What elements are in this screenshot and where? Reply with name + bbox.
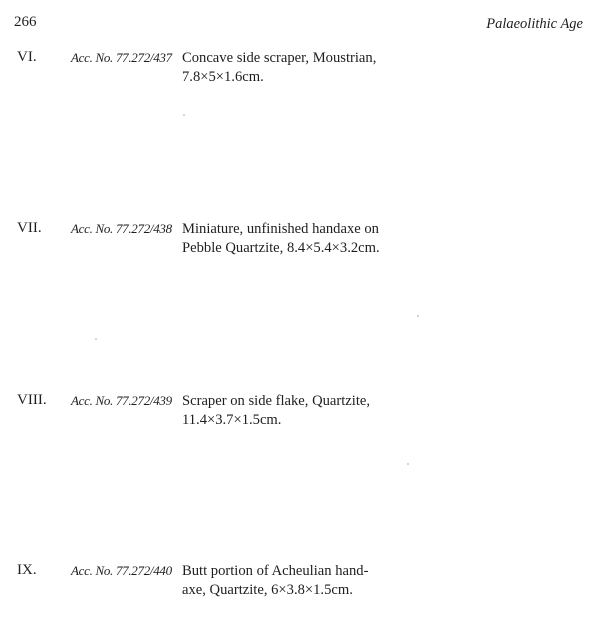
accession-number: Acc. No. 77.272/439 [71, 393, 172, 408]
entry-description [182, 49, 397, 87]
entry-numeral: IX. [17, 562, 37, 578]
entry-numeral: VIII. [17, 392, 47, 408]
description-line: Concave side scraper, Moustrian, [182, 50, 377, 66]
catalogue-entry-viii [0, 392, 600, 436]
accession-number: Acc. No. 77.272/437 [71, 50, 172, 65]
entry-numeral: VII. [17, 220, 42, 236]
description-line: Miniature, unfinished handaxe on [182, 221, 379, 237]
description-line: Pebble Quartzite, 8.4×5.4×3.2cm. [182, 240, 380, 256]
scan-speck [183, 114, 185, 116]
scan-speck [95, 338, 97, 340]
page-number: 266 [14, 14, 37, 30]
accession-number: Acc. No. 77.272/440 [71, 563, 172, 578]
description-line: Butt portion of Acheulian hand- [182, 563, 369, 579]
description-line: axe, Quartzite, 6×3.8×1.5cm. [182, 582, 353, 598]
catalogue-entry-ix [0, 562, 600, 606]
description-line: Scraper on side flake, Quartzite, [182, 393, 371, 409]
entry-description [182, 220, 397, 258]
entry-description [182, 562, 397, 600]
accession-number: Acc. No. 77.272/438 [71, 221, 172, 236]
description-line: 7.8×5×1.6cm. [182, 69, 264, 85]
catalogue-entry-vi [0, 49, 600, 93]
entry-description [182, 392, 397, 430]
catalogue-entry-vii [0, 220, 600, 264]
scan-speck [417, 315, 419, 317]
description-line: 11.4×3.7×1.5cm. [182, 412, 282, 428]
scan-speck [407, 463, 409, 465]
entry-numeral: VI. [17, 49, 37, 65]
running-head: Palaeolithic Age [486, 16, 583, 32]
